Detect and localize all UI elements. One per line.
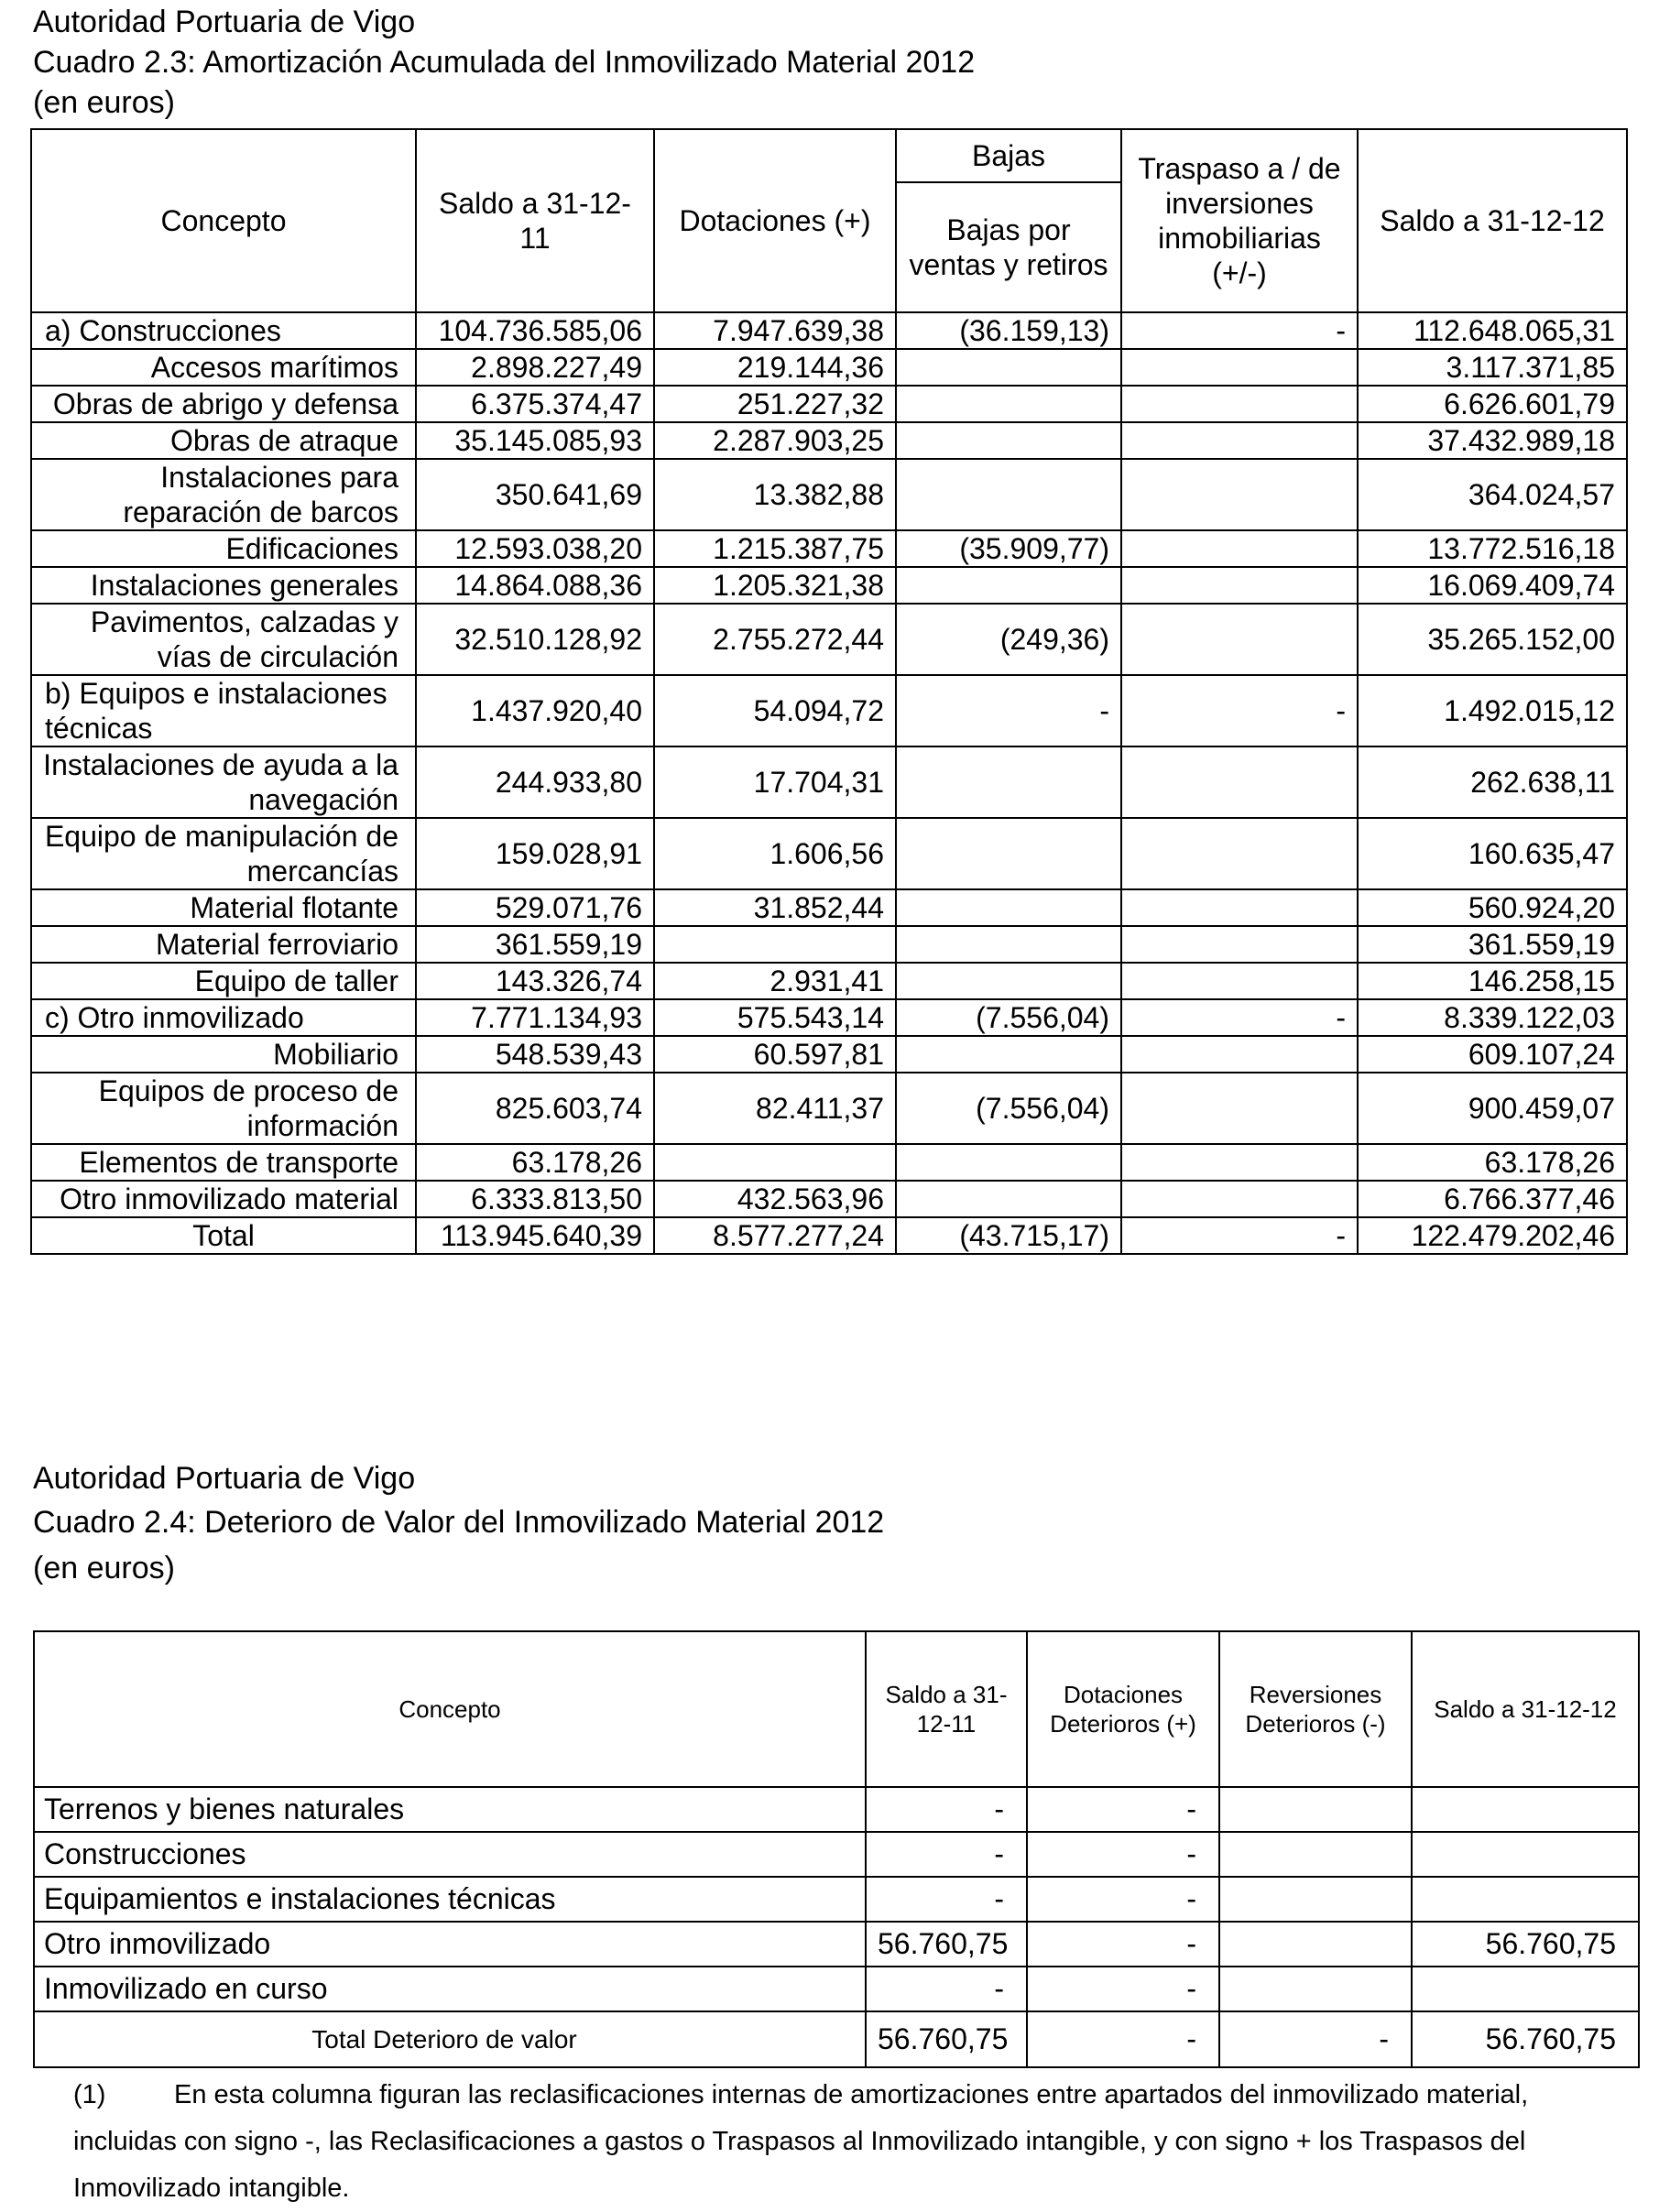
row-traspaso [1121, 1073, 1358, 1144]
row-bajas [896, 1144, 1121, 1181]
row-dotaciones: 2.287.903,25 [654, 422, 896, 459]
total-saldo-final: 122.479.202,46 [1358, 1217, 1627, 1254]
row-saldo-final [1412, 1967, 1639, 2011]
row-dotaciones: 219.144,36 [654, 349, 896, 386]
row-dotaciones: - [1027, 1967, 1219, 2011]
table-row [34, 1967, 1639, 2011]
table-row [31, 386, 1627, 422]
row-bajas [896, 746, 1121, 818]
table-row [31, 530, 1627, 567]
total-bajas: (43.715,17) [896, 1217, 1121, 1254]
row-bajas [896, 818, 1121, 889]
row-traspaso [1121, 530, 1358, 567]
row-saldo-inicial: 6.333.813,50 [416, 1181, 654, 1217]
row-saldo-inicial: 7.771.134,93 [416, 999, 654, 1036]
row-saldo-final: 900.459,07 [1358, 1073, 1627, 1144]
row-traspaso [1121, 349, 1358, 386]
table-row [31, 1181, 1627, 1217]
row-saldo-inicial: 32.510.128,92 [416, 604, 654, 675]
row-traspaso [1121, 459, 1358, 530]
row-saldo-final: 361.559,19 [1358, 926, 1627, 963]
row-dotaciones: 2.931,41 [654, 963, 896, 999]
footnote-number: (1) [73, 2080, 106, 2109]
row-saldo-final: 146.258,15 [1358, 963, 1627, 999]
row-traspaso [1121, 1036, 1358, 1073]
total-row [31, 1217, 1627, 1254]
row-dotaciones: 13.382,88 [654, 459, 896, 530]
table-row [31, 1073, 1627, 1144]
row-concepto: Elementos de transporte [31, 1144, 416, 1181]
row-reversiones [1219, 1877, 1412, 1922]
table2-title: Cuadro 2.4: Deterioro de Valor del Inmovilizado Material 2012 [33, 1505, 885, 1540]
row-concepto: Inmovilizado en curso [34, 1967, 866, 2011]
total-label: Total [31, 1217, 416, 1254]
row-saldo-final: 6.626.601,79 [1358, 386, 1627, 422]
row-traspaso [1121, 818, 1358, 889]
row-saldo-final: 560.924,20 [1358, 889, 1627, 926]
row-saldo-inicial: 14.864.088,36 [416, 567, 654, 604]
row-dotaciones: 251.227,32 [654, 386, 896, 422]
row-saldo-final: 37.432.989,18 [1358, 422, 1627, 459]
total-reversiones: - [1219, 2011, 1412, 2067]
row-traspaso [1121, 1181, 1358, 1217]
row-dotaciones [654, 1144, 896, 1181]
row-saldo-inicial: - [866, 1967, 1027, 2011]
row-saldo-inicial: 104.736.585,06 [416, 312, 654, 349]
table-row [31, 422, 1627, 459]
row-reversiones [1219, 1922, 1412, 1967]
total-label: Total Deterioro de valor [34, 2011, 866, 2067]
row-traspaso [1121, 889, 1358, 926]
col-header-saldo-inicial: Saldo a 31-12-11 [416, 129, 654, 312]
row-saldo-inicial: 159.028,91 [416, 818, 654, 889]
row-dotaciones: 60.597,81 [654, 1036, 896, 1073]
row-saldo-inicial: - [866, 1877, 1027, 1922]
table-row [31, 459, 1627, 530]
row-bajas [896, 349, 1121, 386]
row-traspaso [1121, 422, 1358, 459]
row-concepto: Edificaciones [31, 530, 416, 567]
row-saldo-final [1412, 1877, 1639, 1922]
row-saldo-final: 160.635,47 [1358, 818, 1627, 889]
row-concepto: Equipo de manipulación de mercancías [31, 818, 416, 889]
row-dotaciones: - [1027, 1787, 1219, 1832]
row-bajas [896, 1036, 1121, 1073]
table-row [31, 963, 1627, 999]
row-traspaso: - [1121, 675, 1358, 746]
table-row [34, 1877, 1639, 1922]
col-header-concepto: Concepto [31, 129, 416, 312]
row-saldo-final: 13.772.516,18 [1358, 530, 1627, 567]
row-bajas [896, 963, 1121, 999]
table-row [34, 1787, 1639, 1832]
row-saldo-final: 609.107,24 [1358, 1036, 1627, 1073]
row-saldo-final [1412, 1787, 1639, 1832]
table-row [31, 675, 1627, 746]
row-bajas [896, 386, 1121, 422]
row-concepto: Instalaciones de ayuda a la navegación [31, 746, 416, 818]
table-row [31, 567, 1627, 604]
row-saldo-inicial: 35.145.085,93 [416, 422, 654, 459]
row-bajas [896, 459, 1121, 530]
row-concepto: Otro inmovilizado material [31, 1181, 416, 1217]
col-header-concepto: Concepto [34, 1631, 866, 1787]
row-dotaciones: 1.606,56 [654, 818, 896, 889]
table-row [31, 1036, 1627, 1073]
row-concepto: Material ferroviario [31, 926, 416, 963]
row-saldo-final: 1.492.015,12 [1358, 675, 1627, 746]
row-dotaciones: 7.947.639,38 [654, 312, 896, 349]
table-row [31, 889, 1627, 926]
deterioro-table [33, 1630, 1640, 2068]
total-saldo-final: 56.760,75 [1412, 2011, 1639, 2067]
table-row [34, 1832, 1639, 1877]
row-dotaciones: 31.852,44 [654, 889, 896, 926]
row-saldo-inicial: 825.603,74 [416, 1073, 654, 1144]
footnote [73, 2072, 1631, 2212]
row-reversiones [1219, 1787, 1412, 1832]
table2-units: (en euros) [33, 1551, 175, 1585]
col-header-saldo-final: Saldo a 31-12-12 [1358, 129, 1627, 312]
col-header-dotaciones: Dotaciones (+) [654, 129, 896, 312]
col-header-bajas-ventas: Bajas por ventas y retiros [896, 182, 1121, 312]
table-row [34, 1922, 1639, 1967]
row-dotaciones: - [1027, 1922, 1219, 1967]
row-dotaciones: 432.563,96 [654, 1181, 896, 1217]
row-saldo-final: 63.178,26 [1358, 1144, 1627, 1181]
row-saldo-final: 364.024,57 [1358, 459, 1627, 530]
table-row [31, 746, 1627, 818]
row-concepto: Otro inmovilizado [34, 1922, 866, 1967]
row-bajas: (249,36) [896, 604, 1121, 675]
table-row [31, 999, 1627, 1036]
table1-units: (en euros) [33, 85, 175, 120]
total-row [34, 2011, 1639, 2067]
row-bajas [896, 889, 1121, 926]
row-dotaciones: 575.543,14 [654, 999, 896, 1036]
row-dotaciones: - [1027, 1877, 1219, 1922]
row-saldo-inicial: 2.898.227,49 [416, 349, 654, 386]
row-bajas [896, 1181, 1121, 1217]
row-saldo-final: 3.117.371,85 [1358, 349, 1627, 386]
total-dotaciones: 8.577.277,24 [654, 1217, 896, 1254]
row-concepto: b) Equipos e instalaciones técnicas [31, 675, 416, 746]
row-saldo-inicial: 350.641,69 [416, 459, 654, 530]
table-row [31, 818, 1627, 889]
row-saldo-final: 6.766.377,46 [1358, 1181, 1627, 1217]
row-dotaciones: 54.094,72 [654, 675, 896, 746]
row-bajas: (7.556,04) [896, 999, 1121, 1036]
table1-title: Cuadro 2.3: Amortización Acumulada del Inmovilizado Material 2012 [33, 45, 976, 80]
row-traspaso [1121, 963, 1358, 999]
row-dotaciones: 82.411,37 [654, 1073, 896, 1144]
row-saldo-inicial: 6.375.374,47 [416, 386, 654, 422]
row-concepto: Obras de abrigo y defensa [31, 386, 416, 422]
row-saldo-inicial: - [866, 1832, 1027, 1877]
row-dotaciones: 2.755.272,44 [654, 604, 896, 675]
row-concepto: Pavimentos, calzadas y vías de circulación [31, 604, 416, 675]
row-dotaciones: 1.215.387,75 [654, 530, 896, 567]
row-saldo-final: 262.638,11 [1358, 746, 1627, 818]
row-saldo-inicial: 12.593.038,20 [416, 530, 654, 567]
col-header-traspaso: Traspaso a / de inversiones inmobiliarias (+/-) [1121, 129, 1358, 312]
row-dotaciones: 17.704,31 [654, 746, 896, 818]
doc-org-title-2: Autoridad Portuaria de Vigo [33, 1461, 416, 1496]
row-bajas [896, 422, 1121, 459]
row-concepto: Construcciones [34, 1832, 866, 1877]
row-saldo-final: 8.339.122,03 [1358, 999, 1627, 1036]
total-dotaciones: - [1027, 2011, 1219, 2067]
col-header-dotaciones: Dotaciones Deterioros (+) [1027, 1631, 1219, 1787]
row-bajas: - [896, 675, 1121, 746]
row-traspaso: - [1121, 999, 1358, 1036]
row-dotaciones: - [1027, 1832, 1219, 1877]
table-row [31, 926, 1627, 963]
row-concepto: Equipos de proceso de información [31, 1073, 416, 1144]
row-saldo-final: 16.069.409,74 [1358, 567, 1627, 604]
row-dotaciones: 1.205.321,38 [654, 567, 896, 604]
row-bajas: (36.159,13) [896, 312, 1121, 349]
row-saldo-final: 35.265.152,00 [1358, 604, 1627, 675]
col-header-saldo-inicial: Saldo a 31-12-11 [866, 1631, 1027, 1787]
row-saldo-final [1412, 1832, 1639, 1877]
row-concepto: Instalaciones para reparación de barcos [31, 459, 416, 530]
row-concepto: Terrenos y bienes naturales [34, 1787, 866, 1832]
total-saldo-inicial: 113.945.640,39 [416, 1217, 654, 1254]
row-bajas: (35.909,77) [896, 530, 1121, 567]
row-traspaso: - [1121, 312, 1358, 349]
row-reversiones [1219, 1967, 1412, 2011]
row-traspaso [1121, 386, 1358, 422]
row-saldo-final: 56.760,75 [1412, 1922, 1639, 1967]
row-saldo-inicial: 529.071,76 [416, 889, 654, 926]
row-concepto: Equipamientos e instalaciones técnicas [34, 1877, 866, 1922]
row-concepto: a) Construcciones [31, 312, 416, 349]
row-concepto: Instalaciones generales [31, 567, 416, 604]
row-saldo-inicial: 244.933,80 [416, 746, 654, 818]
row-dotaciones [654, 926, 896, 963]
row-bajas [896, 567, 1121, 604]
row-concepto: Accesos marítimos [31, 349, 416, 386]
row-reversiones [1219, 1832, 1412, 1877]
row-traspaso [1121, 604, 1358, 675]
row-saldo-inicial: 361.559,19 [416, 926, 654, 963]
row-traspaso [1121, 926, 1358, 963]
row-traspaso [1121, 567, 1358, 604]
row-saldo-final: 112.648.065,31 [1358, 312, 1627, 349]
row-concepto: c) Otro inmovilizado [31, 999, 416, 1036]
row-bajas [896, 926, 1121, 963]
row-bajas: (7.556,04) [896, 1073, 1121, 1144]
row-traspaso [1121, 746, 1358, 818]
col-header-saldo-final: Saldo a 31-12-12 [1412, 1631, 1639, 1787]
row-saldo-inicial: 63.178,26 [416, 1144, 654, 1181]
table-row [31, 349, 1627, 386]
table-row [31, 1144, 1627, 1181]
footnote-text: En esta columna figuran las reclasificaciones internas de amortizaciones entre apartados del inmovilizado material, incluidas con signo -, las Reclasificaciones a gastos o Traspasos al Inmovilizado intangible, y con signo + los Traspasos del Inmovilizado intangible. [73, 2080, 1529, 2203]
total-saldo-inicial: 56.760,75 [866, 2011, 1027, 2067]
total-traspaso: - [1121, 1217, 1358, 1254]
amortizacion-table [30, 128, 1628, 1255]
row-concepto: Equipo de taller [31, 963, 416, 999]
row-saldo-inicial: 1.437.920,40 [416, 675, 654, 746]
row-saldo-inicial: 143.326,74 [416, 963, 654, 999]
table-row [31, 604, 1627, 675]
row-saldo-inicial: 56.760,75 [866, 1922, 1027, 1967]
doc-org-title: Autoridad Portuaria de Vigo [33, 5, 416, 39]
table-row [31, 312, 1627, 349]
row-concepto: Mobiliario [31, 1036, 416, 1073]
col-header-bajas: Bajas [896, 129, 1121, 182]
col-header-reversiones: Reversiones Deterioros (-) [1219, 1631, 1412, 1787]
row-concepto: Material flotante [31, 889, 416, 926]
row-concepto: Obras de atraque [31, 422, 416, 459]
row-traspaso [1121, 1144, 1358, 1181]
row-saldo-inicial: - [866, 1787, 1027, 1832]
row-saldo-inicial: 548.539,43 [416, 1036, 654, 1073]
